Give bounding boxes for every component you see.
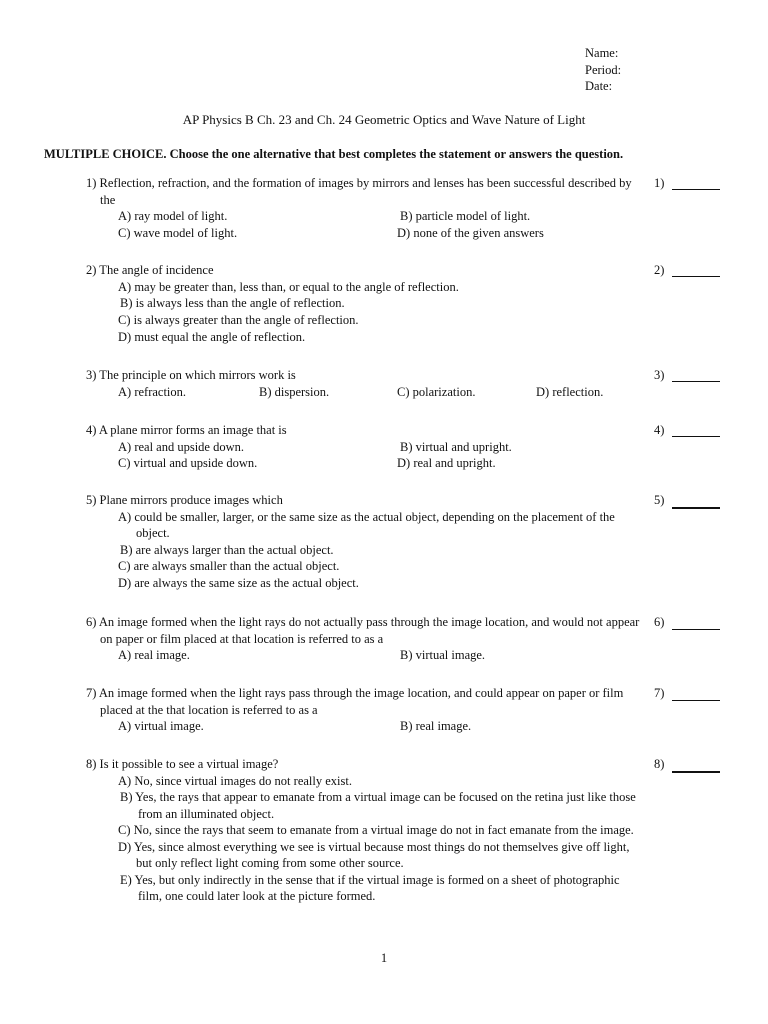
- question-stem: 7) An image formed when the light rays pass through the image location, and could appear on paper or film placed at the that location is referred to as a: [86, 686, 624, 717]
- question-stem: 8) Is it possible to see a virtual image?: [86, 757, 279, 771]
- answer-number-1: 1): [654, 176, 665, 190]
- option-d: D) reflection.: [536, 384, 604, 399]
- answer-blank-2[interactable]: [672, 262, 720, 277]
- option-e: E) Yes, but only indirectly in the sense that if the virtual image is formed on a sheet of photographic film, one could later look at the picture formed.: [120, 872, 620, 903]
- option-b: B) is always less than the angle of reflection.: [120, 296, 345, 311]
- question-stem: 1) Reflection, refraction, and the formation of images by mirrors and lenses has been successful described by the: [86, 176, 632, 207]
- answer-number-6: 6): [654, 615, 665, 629]
- option-d: D) Yes, since almost everything we see is virtual because most things do not themselves give off light, but only reflect light coming from some other source.: [118, 839, 630, 870]
- instructions: MULTIPLE CHOICE. Choose the one alternative that best completes the statement or answers the question.: [44, 147, 624, 161]
- option-c: C) are always smaller than the actual object.: [118, 559, 340, 574]
- option-a: A) No, since virtual images do not really exist.: [118, 773, 352, 788]
- option-d: D) real and upright.: [397, 456, 496, 471]
- option-c: C) is always greater than the angle of reflection.: [118, 313, 359, 328]
- option-row: [86, 455, 646, 472]
- option-d: D) none of the given answers: [397, 225, 544, 240]
- option-a: A) real and upside down.: [118, 439, 245, 454]
- answer-blank-4[interactable]: [672, 422, 720, 437]
- question-8: [86, 756, 646, 905]
- option-row: [86, 439, 646, 456]
- question-1: [86, 175, 646, 242]
- question-4: [86, 422, 646, 472]
- question-stem: 6) An image formed when the light rays do not actually pass through the image location, and would not appear on paper or film placed at that location is referred to as a: [86, 615, 640, 646]
- option-c: C) polarization.: [397, 384, 476, 399]
- option-row: [86, 225, 646, 242]
- answer-number-2: 2): [654, 263, 665, 277]
- option-row: [86, 279, 646, 296]
- page-title: AP Physics B Ch. 23 and Ch. 24 Geometric Optics and Wave Nature of Light: [182, 112, 586, 127]
- question-5: [86, 492, 646, 592]
- option-row: [86, 329, 646, 346]
- answer-blank-1[interactable]: [672, 175, 720, 190]
- option-d: D) are always the same size as the actual object.: [118, 576, 359, 591]
- option-b: B) virtual image.: [400, 648, 486, 662]
- answer-number-5: 5): [654, 493, 665, 507]
- question-stem: 5) Plane mirrors produce images which: [86, 493, 283, 507]
- answer-blank-3[interactable]: [672, 367, 720, 382]
- question-3: [86, 367, 646, 400]
- question-stem: 4) A plane mirror forms an image that is: [86, 423, 287, 437]
- option-row: [86, 575, 646, 592]
- answer-blank-6[interactable]: [672, 614, 720, 630]
- answer-blank-5[interactable]: [672, 492, 720, 509]
- option-a: A) may be greater than, less than, or equal to the angle of reflection.: [118, 279, 459, 294]
- answer-blank-8[interactable]: [672, 756, 720, 773]
- option-a: A) could be smaller, larger, or the same size as the actual object, depending on the placement of the object.: [118, 509, 615, 540]
- answer-number-3: 3): [654, 368, 665, 382]
- option-a: A) virtual image.: [118, 719, 204, 733]
- option-a: A) refraction.: [118, 384, 187, 399]
- option-a: A) real image.: [118, 648, 190, 662]
- question-7: [86, 685, 646, 735]
- option-row: [86, 312, 646, 329]
- answer-number-7: 7): [654, 686, 665, 700]
- option-row: [86, 558, 646, 575]
- question-stem: 3) The principle on which mirrors work is: [86, 368, 296, 382]
- option-b: B) real image.: [400, 719, 472, 733]
- answer-number-4: 4): [654, 423, 665, 437]
- option-b: B) are always larger than the actual object.: [120, 542, 334, 557]
- option-b: B) dispersion.: [259, 384, 330, 399]
- question-stem: 2) The angle of incidence: [86, 263, 214, 277]
- date-label: Date:: [585, 79, 613, 93]
- option-b: B) virtual and upright.: [400, 439, 512, 454]
- option-c: C) wave model of light.: [118, 225, 238, 240]
- option-a: A) ray model of light.: [118, 209, 228, 223]
- student-info-fields: [585, 45, 621, 95]
- name-label: Name:: [585, 46, 619, 60]
- question-6: [86, 614, 646, 664]
- option-d: D) must equal the angle of reflection.: [118, 329, 306, 344]
- option-row: [86, 295, 646, 312]
- option-row: [86, 384, 646, 401]
- option-row: [86, 208, 646, 225]
- answer-number-8: 8): [654, 757, 665, 771]
- option-row: [86, 718, 646, 735]
- option-b: B) Yes, the rays that appear to emanate from a virtual image can be focused on the retina just like those from an illuminated object.: [120, 790, 636, 821]
- question-2: [86, 262, 646, 346]
- page-number: 1: [380, 951, 388, 965]
- period-label: Period:: [585, 62, 622, 77]
- option-row: [86, 542, 646, 559]
- option-b: B) particle model of light.: [400, 209, 531, 223]
- answer-blank-7[interactable]: [672, 685, 720, 701]
- option-c: C) virtual and upside down.: [118, 456, 258, 471]
- option-c: C) No, since the rays that seem to emanate from a virtual image do not in fact emanate from the image.: [118, 823, 634, 837]
- option-row: [86, 647, 646, 664]
